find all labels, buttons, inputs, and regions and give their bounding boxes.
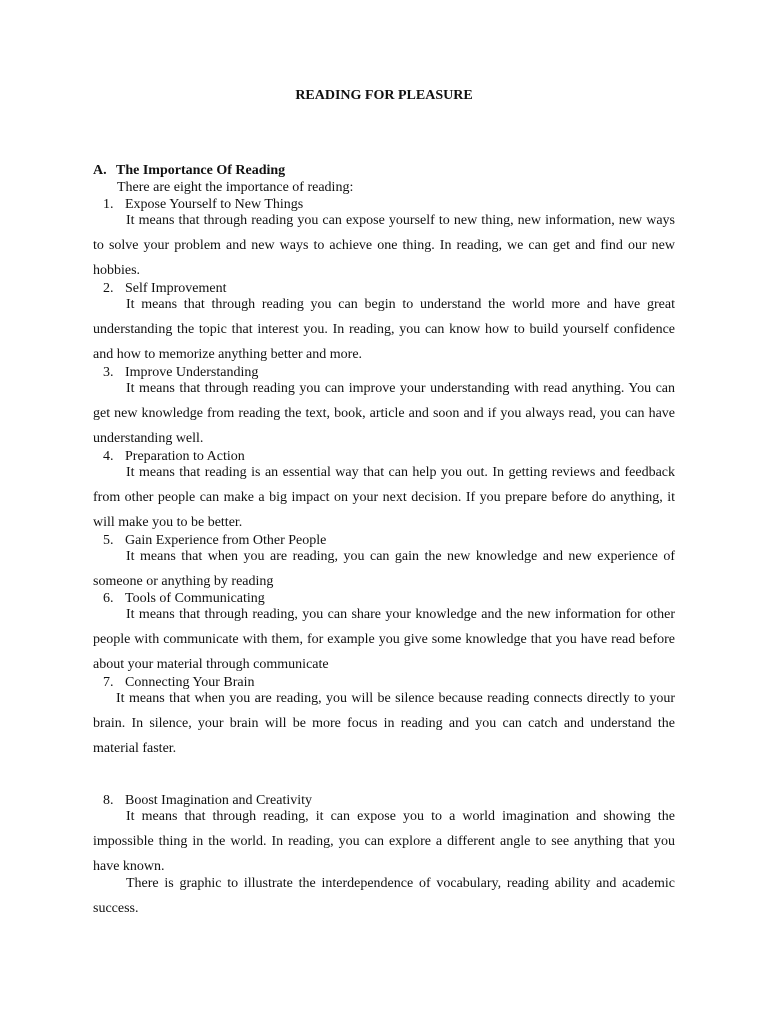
- list-item-paragraph: It means that when you are reading, you can gain the new knowledge and new experience of someone or anything by reading: [93, 549, 675, 589]
- list-item-paragraph: It means that when you are reading, you will be silence because reading connects directly to your brain. In silence, your brain will be more focus in reading and you can catch and understand the material faster.: [93, 691, 675, 756]
- list-item-number: 8.: [103, 793, 114, 808]
- list-item-number: 7.: [103, 675, 114, 690]
- closing-paragraph: There is graphic to illustrate the interdependence of vocabulary, reading ability and academic success.: [93, 876, 675, 916]
- section-heading-text: The Importance Of Reading: [116, 163, 286, 178]
- list-item-number: 6.: [103, 591, 114, 606]
- list-item-number: 5.: [103, 533, 114, 548]
- list-item-number: 2.: [103, 281, 114, 296]
- list-item-title: Preparation to Action: [125, 449, 245, 464]
- list-item-paragraph: It means that through reading, you can share your knowledge and the new information for other people with communicate with them, for example you give some knowledge that you have read before about your material through communicate: [93, 607, 675, 672]
- list-item-title: Expose Yourself to New Things: [125, 197, 304, 212]
- list-item-paragraph: It means that through reading you can begin to understand the world more and have great understanding the topic that interest you. In reading, you can know how to build yourself confidence and how to memorize anything better and more.: [93, 297, 675, 362]
- list-item-title: Self Improvement: [125, 281, 227, 296]
- list-item-title: Boost Imagination and Creativity: [125, 793, 313, 808]
- list-item-title: Gain Experience from Other People: [125, 533, 327, 548]
- section-intro: There are eight the importance of reading:: [117, 180, 354, 195]
- list-item-paragraph: It means that through reading you can improve your understanding with read anything. You can get new knowledge from reading the text, book, article and soon and if you always read, you can have understanding well.: [93, 381, 675, 446]
- section-letter: A.: [93, 163, 107, 178]
- list-item-title: Improve Understanding: [125, 365, 259, 380]
- list-item-title: Tools of Communicating: [125, 591, 265, 606]
- list-item-number: 3.: [103, 365, 114, 380]
- section-heading: [93, 163, 285, 179]
- list-item-number: 4.: [103, 449, 114, 464]
- list-item-paragraph: It means that through reading, it can expose you to a world imagination and showing the impossible thing in the world. In reading, you can explore a different angle to see anything that you have known.: [93, 809, 675, 874]
- list-item-number: 1.: [103, 197, 114, 212]
- list-item-title: Connecting Your Brain: [125, 675, 255, 690]
- list-item-paragraph: It means that reading is an essential way that can help you out. In getting reviews and feedback from other people can make a big impact on your next decision. If you prepare before do anything, it will make you to be better.: [93, 465, 675, 530]
- list-item-paragraph: It means that through reading you can expose yourself to new thing, new information, new ways to solve your problem and new ways to achieve one thing. In reading, we can get and find our new hobbies.: [93, 213, 675, 278]
- document-title: READING FOR PLEASURE: [295, 88, 473, 103]
